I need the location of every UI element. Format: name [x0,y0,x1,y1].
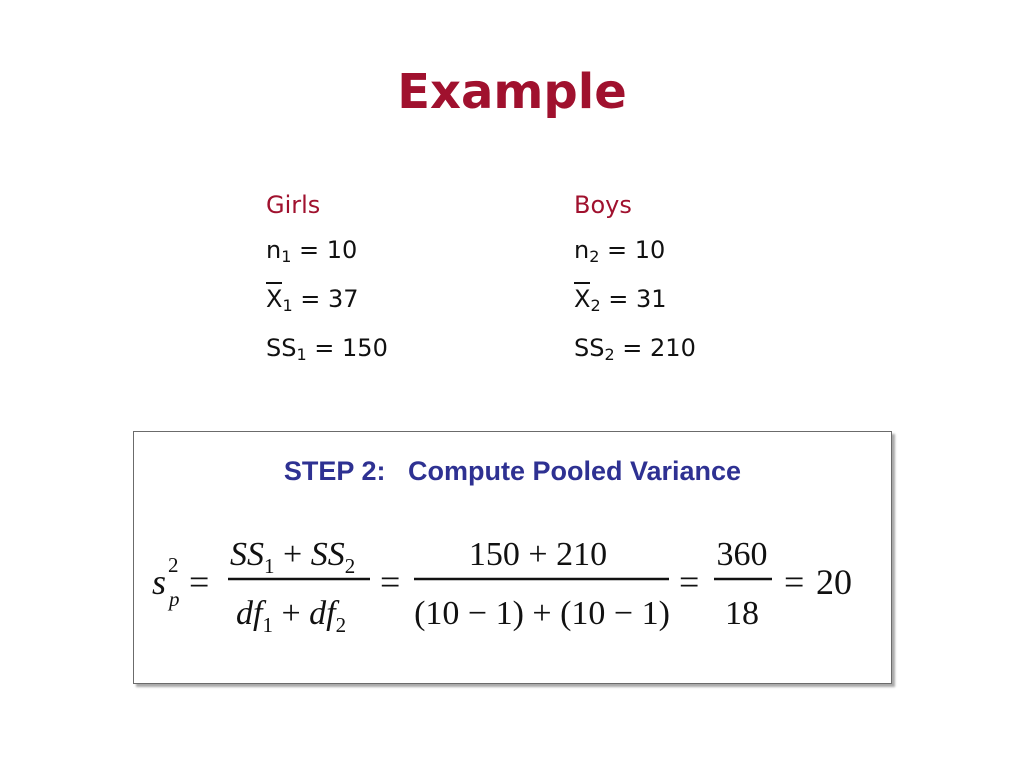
frac1-den-sub2: 2 [335,613,347,637]
frac2-numerator: 150 + 210 [468,536,608,573]
girls-mean-subscript: 1 [282,296,293,315]
girls-ss-value: = 150 [314,334,388,362]
boys-mean-label: X [574,285,591,313]
boys-mean-symbol [574,275,590,324]
frac1-num-sub2: 2 [344,554,356,578]
girls-ss-subscript: 1 [296,345,307,364]
girls-n-subscript: 1 [281,247,292,266]
pooled-variance-box [133,431,892,684]
equals-1: = [189,562,210,602]
boys-ss-label: SS [574,334,605,362]
boys-ss-subscript: 2 [604,345,615,364]
frac1-den-df2: df [309,595,336,632]
boys-n-value: = 10 [607,236,666,264]
girls-n-row [266,226,388,275]
overline [266,282,282,284]
boys-mean-value: = 31 [608,285,667,313]
boys-ss-row [574,324,696,373]
frac1-num-ss2: SS [310,536,345,573]
girls-mean-value: = 37 [300,285,359,313]
result-value: 20 [816,562,852,602]
frac1-num-plus: + [274,536,311,573]
equals-4: = [784,562,805,602]
frac1-den-df1: df [236,595,263,632]
boys-column [574,188,696,373]
boys-ss-value: = 210 [622,334,696,362]
frac1-num-sub1: 1 [264,554,275,578]
girls-n-label: n [266,236,282,264]
girls-heading: Girls [266,191,321,219]
frac1-den-sub1: 1 [262,613,273,637]
equals-2: = [380,562,401,602]
frac1-denominator [236,595,346,637]
boys-heading: Boys [574,191,632,219]
girls-mean-row [266,275,388,324]
overline [574,282,590,284]
boys-mean-subscript: 2 [590,296,601,315]
lhs-s: s [152,562,167,602]
frac1-den-plus: + [272,595,310,632]
girls-mean-symbol [266,275,282,324]
frac3-numerator: 360 [716,536,768,573]
girls-mean-label: X [266,285,283,313]
slide-title: Example [397,64,627,120]
boys-n-subscript: 2 [589,247,600,266]
equals-3: = [679,562,700,602]
boys-mean-row [574,275,696,324]
boys-n-label: n [574,236,590,264]
lhs-superscript: 2 [168,553,179,577]
step-heading: STEP 2: Compute Pooled Variance [283,456,742,486]
girls-column [266,188,388,373]
pooled-variance-formula [134,432,891,683]
girls-n-value: = 10 [299,236,358,264]
girls-ss-row [266,324,388,373]
frac2-denominator: (10 − 1) + (10 − 1) [414,595,670,632]
frac1-numerator [230,536,355,578]
lhs-subscript: p [169,587,180,611]
boys-n-row [574,226,696,275]
frac1-num-ss1: SS [230,536,264,573]
frac3-denominator: 18 [725,595,759,632]
girls-ss-label: SS [266,334,297,362]
